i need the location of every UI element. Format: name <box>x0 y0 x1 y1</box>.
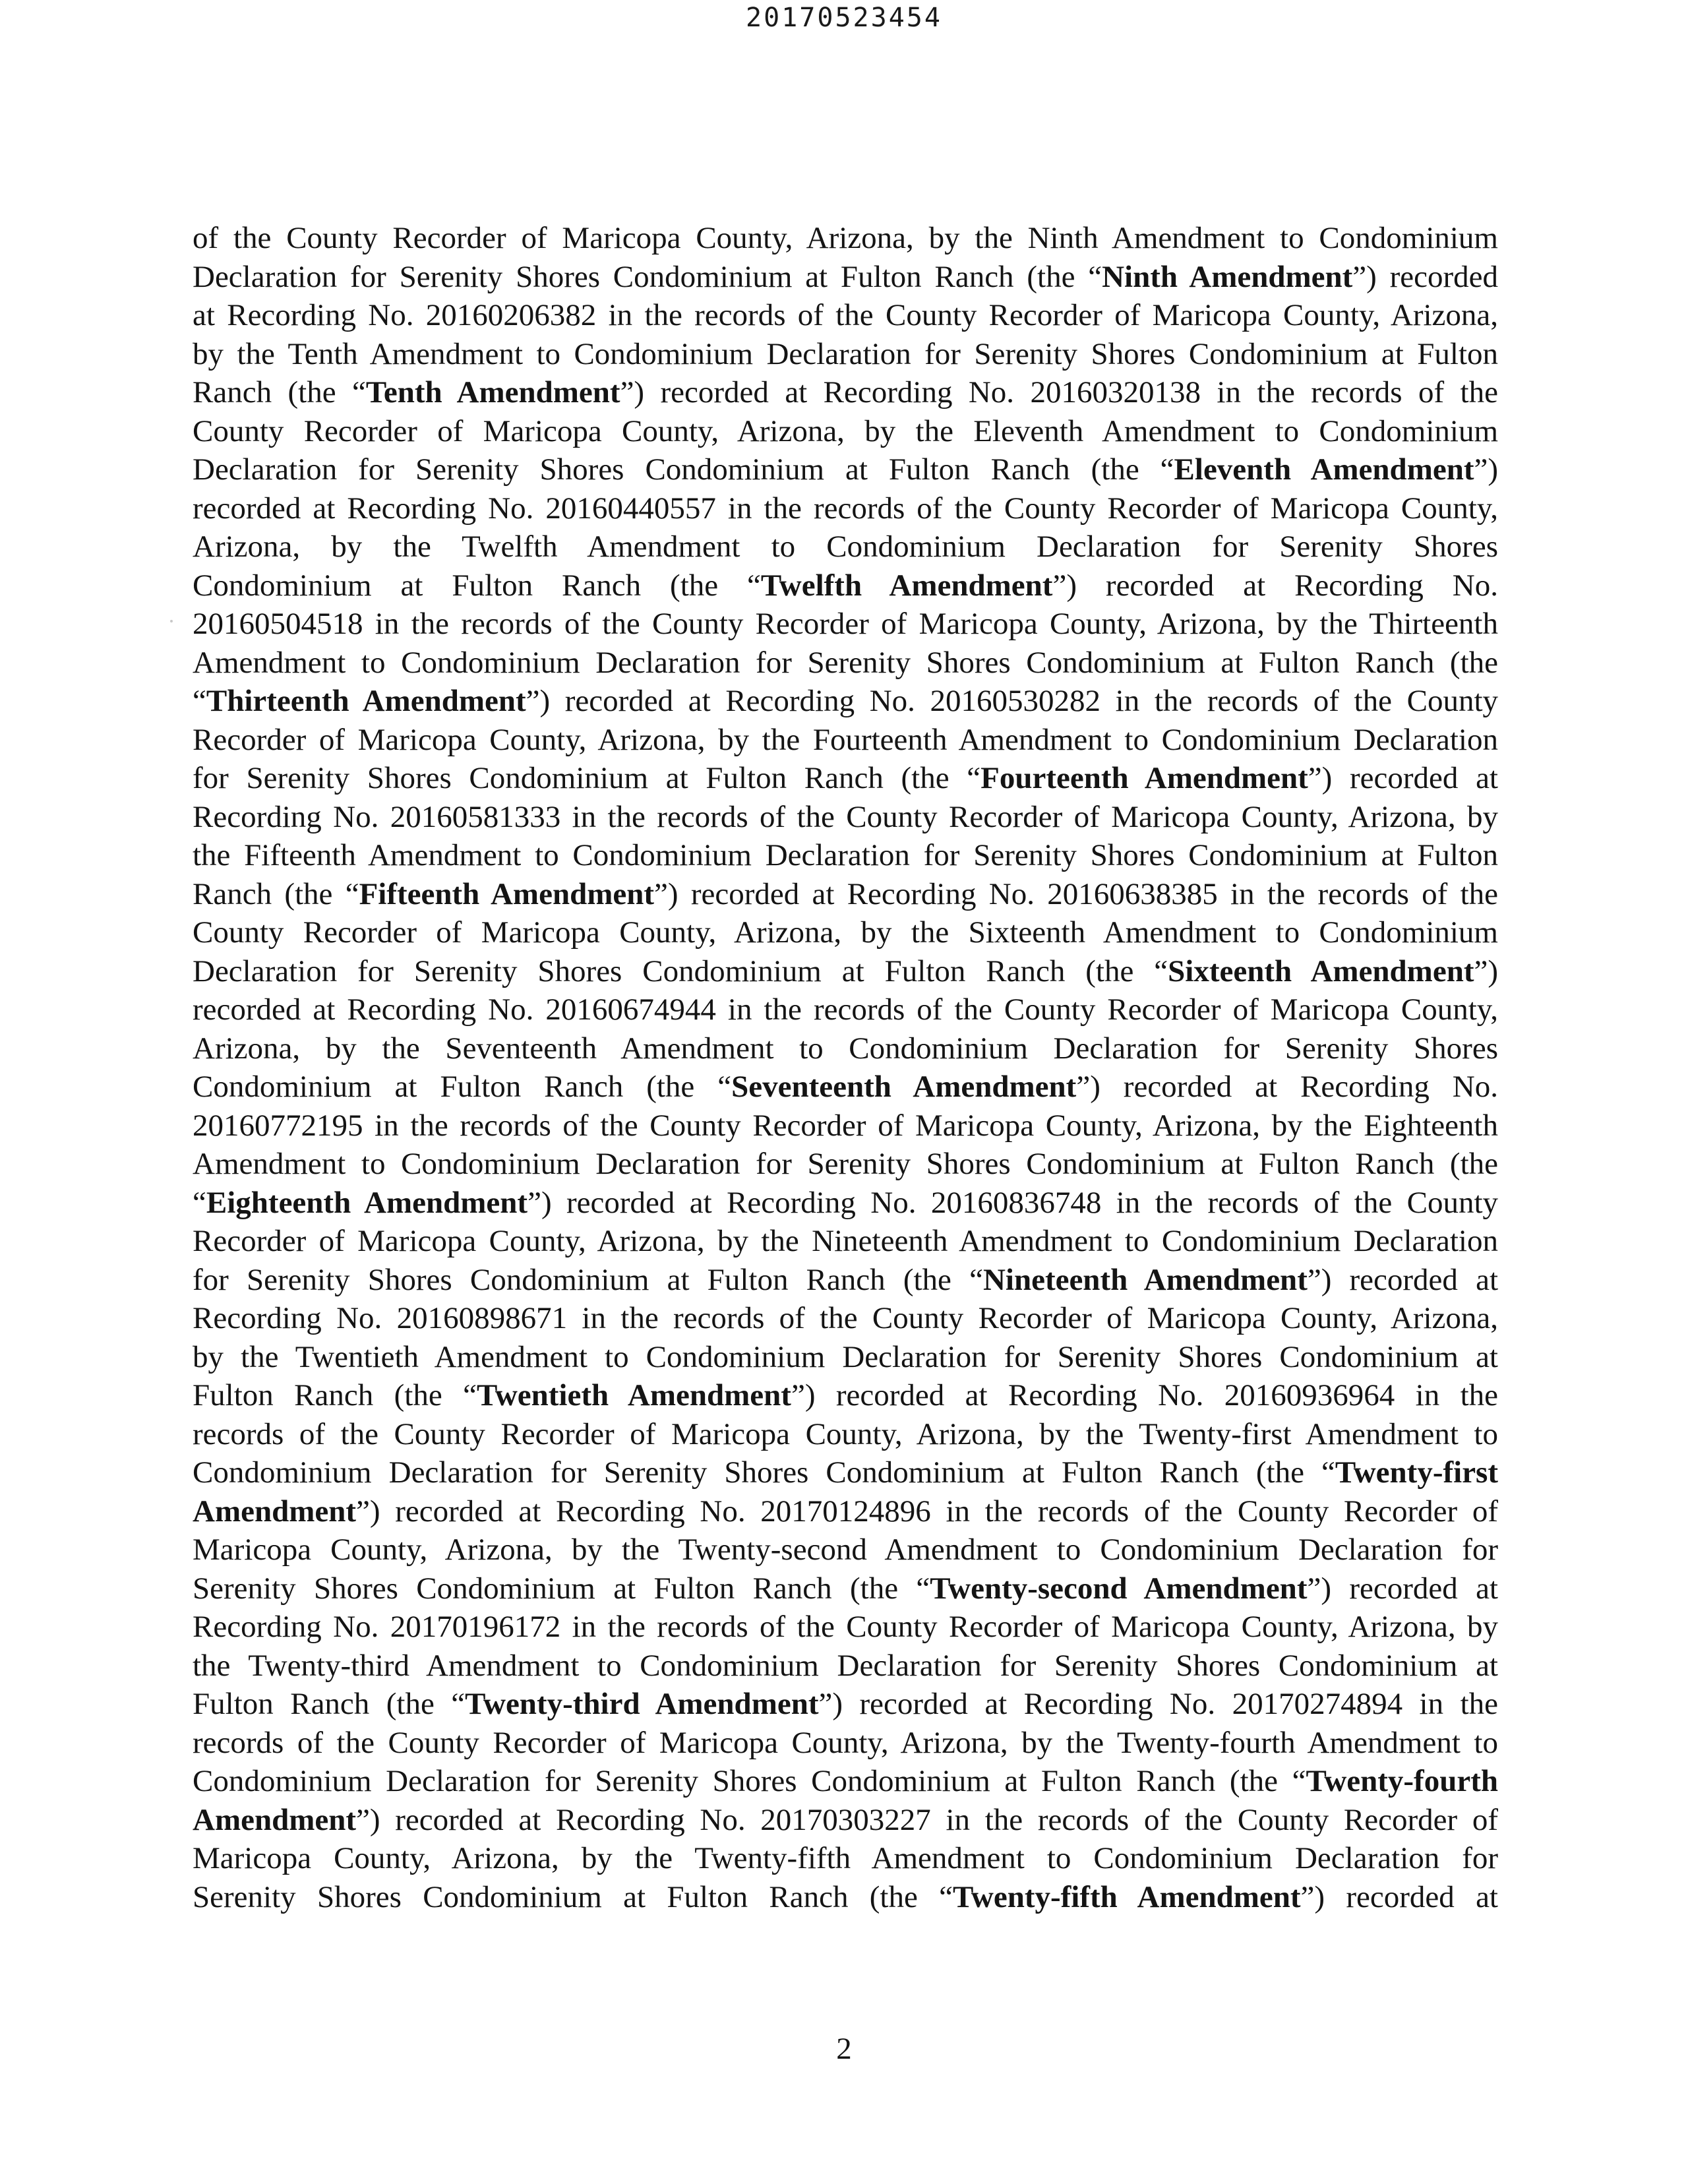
defined-term: Twenty-first <box>1335 1455 1498 1490</box>
defined-term: Amendment <box>193 1494 357 1529</box>
text-run: Declaration for Serenity Shores Condominium at Fulton Ranch (the “ <box>193 452 1174 487</box>
text-line <box>193 1762 1498 1801</box>
text-line <box>193 1029 1498 1068</box>
text-run: Condominium at Fulton Ranch (the “ <box>193 568 761 603</box>
defined-term: Seventeenth Amendment <box>731 1070 1077 1104</box>
text-line <box>193 566 1498 605</box>
text-line <box>193 644 1498 682</box>
text-run: Declaration for Serenity Shores Condominium at Fulton Ranch (the “ <box>193 954 1168 988</box>
text-run: by the Twentieth Amendment to Condominium Declaration for Serenity Shores Condominium at <box>193 1339 1498 1374</box>
text-line <box>193 682 1498 721</box>
text-run: Recorder of Maricopa County, Arizona, by the Fourteenth Amendment to Condominium Declaration <box>193 722 1498 757</box>
text-run: Fulton Ranch (the “ <box>193 1378 477 1412</box>
text-run: ”) recorded <box>1352 259 1499 294</box>
text-run: ”) recorded at Recording No. 20160836748 in the records of the County <box>528 1185 1499 1220</box>
text-run: Fulton Ranch (the “ <box>193 1687 466 1721</box>
text-line <box>193 759 1498 798</box>
text-line <box>193 836 1498 875</box>
text-line <box>193 1878 1498 1917</box>
text-run: Ranch (the “ <box>193 375 366 410</box>
text-run: Maricopa County, Arizona, by the Twenty-fifth Amendment to Condominium Declaration for <box>193 1841 1498 1875</box>
text-line <box>193 952 1498 991</box>
text-run: County Recorder of Maricopa County, Arizona, by the Sixteenth Amendment to Condominium <box>193 915 1498 950</box>
defined-term: Twenty-fifth Amendment <box>953 1879 1301 1914</box>
text-line <box>193 875 1498 914</box>
text-run: the Fifteenth Amendment to Condominium Declaration for Serenity Shores Condominium at Fulton <box>193 838 1498 872</box>
text-run: ”) recorded at Recording No. 20160638385 in the records of the <box>654 876 1498 911</box>
text-run: ”) recorded at <box>1307 1571 1498 1606</box>
text-run: ”) recorded at Recording No. 20160936964 in the <box>791 1378 1499 1412</box>
text-line <box>193 489 1498 528</box>
text-run: recorded at Recording No. 20160440557 in the records of the County Recorder of Maricopa County, <box>193 491 1498 526</box>
defined-term: Amendment <box>193 1802 357 1837</box>
text-run: ”) recorded at <box>1300 1879 1498 1914</box>
text-run: for Serenity Shores Condominium at Fulton Ranch (the “ <box>193 1262 983 1297</box>
text-run: Recording No. 20160898671 in the records of the County Recorder of Maricopa County, Arizona, <box>193 1301 1498 1335</box>
defined-term: Twentieth Amendment <box>476 1378 791 1412</box>
text-run: ”) recorded at Recording No. <box>1052 568 1498 603</box>
text-run: records of the County Recorder of Maricopa County, Arizona, by the Twenty-first Amendment to <box>193 1416 1498 1451</box>
text-run: 20160504518 in the records of the County Recorder of Maricopa County, Arizona, by the Thirteenth <box>193 607 1498 641</box>
text-run: ”) recorded at Recording No. 20170303227 in the records of the County Recorder of <box>356 1802 1498 1837</box>
text-run: ”) <box>1474 452 1499 487</box>
text-line <box>193 412 1498 451</box>
text-line <box>193 258 1498 297</box>
text-line <box>193 1492 1498 1531</box>
text-line <box>193 1184 1498 1223</box>
text-run: Condominium Declaration for Serenity Shores Condominium at Fulton Ranch (the “ <box>193 1764 1306 1798</box>
text-run: Recording No. 20160581333 in the records of the County Recorder of Maricopa County, Arizona, by <box>193 799 1498 834</box>
text-run: for Serenity Shores Condominium at Fulton Ranch (the “ <box>193 761 981 795</box>
text-line <box>193 450 1498 489</box>
body-paragraph <box>193 219 1498 1916</box>
text-run: ”) <box>1474 954 1499 988</box>
text-line <box>193 990 1498 1029</box>
text-run: Declaration for Serenity Shores Condominium at Fulton Ranch (the “ <box>193 259 1102 294</box>
text-run: Amendment to Condominium Declaration for Serenity Shores Condominium at Fulton Ranch (the <box>193 1147 1498 1181</box>
recording-number-header: 20170523454 <box>746 3 942 33</box>
defined-term: Fourteenth Amendment <box>980 761 1308 795</box>
text-run: ”) recorded at Recording No. <box>1076 1070 1498 1104</box>
text-run: “ <box>193 684 206 718</box>
text-line <box>193 528 1498 566</box>
defined-term: Tenth Amendment <box>365 375 620 410</box>
text-run: of the County Recorder of Maricopa County, Arizona, by the Ninth Amendment to Condominium <box>193 221 1498 255</box>
text-run: ”) recorded at Recording No. 20160530282 in the records of the County <box>526 684 1499 718</box>
text-run: ”) recorded at Recording No. 20160320138 in the records of the <box>620 375 1498 410</box>
text-run: Recording No. 20170196172 in the records of the County Recorder of Maricopa County, Arizona, by <box>193 1610 1498 1644</box>
text-run: ”) recorded at Recording No. 20170274894 in the <box>818 1687 1498 1721</box>
text-line <box>193 1453 1498 1492</box>
text-run: “ <box>193 1185 206 1220</box>
defined-term: Twenty-third Amendment <box>465 1687 819 1721</box>
text-run: by the Tenth Amendment to Condominium Declaration for Serenity Shores Condominium at Fulton <box>193 336 1498 371</box>
text-run: recorded at Recording No. 20160674944 in the records of the County Recorder of Maricopa County, <box>193 992 1498 1027</box>
text-line <box>193 1222 1498 1261</box>
text-line <box>193 1724 1498 1763</box>
defined-term: Eleventh Amendment <box>1174 452 1474 487</box>
defined-term: Nineteenth Amendment <box>982 1262 1308 1297</box>
text-run: ”) recorded at <box>1307 1262 1498 1297</box>
text-line <box>193 296 1498 335</box>
text-line <box>193 798 1498 837</box>
text-run: the Twenty-third Amendment to Condominium Declaration for Serenity Shores Condominium at <box>193 1648 1498 1683</box>
text-line <box>193 721 1498 760</box>
text-run: Arizona, by the Twelfth Amendment to Condominium Declaration for Serenity Shores <box>193 530 1498 564</box>
text-line <box>193 1376 1498 1415</box>
text-line <box>193 1068 1498 1107</box>
text-line <box>193 1647 1498 1685</box>
defined-term: Twenty-fourth <box>1306 1764 1498 1798</box>
text-line <box>193 1338 1498 1377</box>
defined-term: Thirteenth Amendment <box>206 684 526 718</box>
text-run: Maricopa County, Arizona, by the Twenty-second Amendment to Condominium Declaration for <box>193 1532 1498 1567</box>
text-run: Serenity Shores Condominium at Fulton Ranch (the “ <box>193 1571 930 1606</box>
text-run: ”) recorded at <box>1308 761 1498 795</box>
text-line <box>193 1261 1498 1300</box>
text-line <box>193 913 1498 952</box>
text-line <box>193 1415 1498 1454</box>
text-line <box>193 335 1498 374</box>
defined-term: Sixteenth Amendment <box>1168 954 1474 988</box>
text-run: Recorder of Maricopa County, Arizona, by the Nineteenth Amendment to Condominium Declaration <box>193 1224 1498 1258</box>
text-line <box>193 373 1498 412</box>
defined-term: Fifteenth Amendment <box>359 876 655 911</box>
text-line <box>193 1839 1498 1878</box>
text-run: records of the County Recorder of Maricopa County, Arizona, by the Twenty-fourth Amendment to <box>193 1725 1498 1760</box>
defined-term: Twelfth Amendment <box>760 568 1053 603</box>
text-line <box>193 1801 1498 1840</box>
text-run: Serenity Shores Condominium at Fulton Ranch (the “ <box>193 1879 953 1914</box>
text-run: ”) recorded at Recording No. 20170124896 in the records of the County Recorder of <box>356 1494 1498 1529</box>
text-run: Arizona, by the Seventeenth Amendment to Condominium Declaration for Serenity Shores <box>193 1031 1498 1066</box>
text-line <box>193 1107 1498 1145</box>
text-line <box>193 1685 1498 1724</box>
defined-term: Twenty-second Amendment <box>930 1571 1308 1606</box>
text-run: County Recorder of Maricopa County, Arizona, by the Eleventh Amendment to Condominium <box>193 413 1498 448</box>
text-run: Condominium at Fulton Ranch (the “ <box>193 1070 732 1104</box>
text-line <box>193 1531 1498 1569</box>
text-line <box>193 1569 1498 1608</box>
text-run: Amendment to Condominium Declaration for Serenity Shores Condominium at Fulton Ranch (the <box>193 645 1498 680</box>
text-line <box>193 1299 1498 1338</box>
text-line <box>193 1608 1498 1647</box>
page-number: 2 <box>836 2032 852 2066</box>
text-line <box>193 219 1498 258</box>
text-run: Ranch (the “ <box>193 876 359 911</box>
text-line <box>193 605 1498 644</box>
defined-term: Ninth Amendment <box>1102 259 1353 294</box>
scan-speck <box>170 620 173 622</box>
text-run: at Recording No. 20160206382 in the records of the County Recorder of Maricopa County, Arizona, <box>193 298 1498 332</box>
text-run: Condominium Declaration for Serenity Shores Condominium at Fulton Ranch (the “ <box>193 1455 1335 1490</box>
text-run: 20160772195 in the records of the County Recorder of Maricopa County, Arizona, by the Eighteenth <box>193 1108 1498 1143</box>
defined-term: Eighteenth Amendment <box>206 1185 528 1220</box>
text-line <box>193 1145 1498 1184</box>
